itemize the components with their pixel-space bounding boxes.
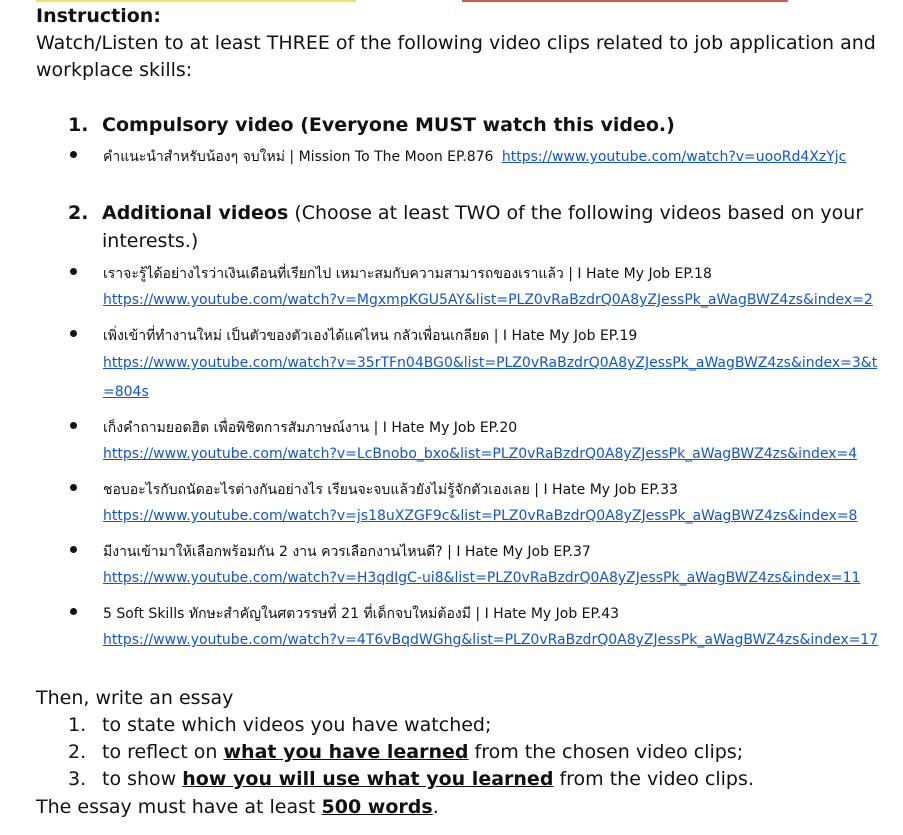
section-1-title: Compulsory video (Everyone MUST watch this video.) xyxy=(102,114,675,136)
essay-step-number: 3. xyxy=(68,768,87,790)
section-2-note: (Choose at least TWO of the following videos based on your xyxy=(288,202,864,224)
essay-word-requirement xyxy=(36,796,439,818)
essay-step-2 xyxy=(102,741,743,763)
video-item-link[interactable]: https://www.youtube.com/watch?v=LcBnobo_bxo&list=PLZ0vRaBzdrQ0A8yZJessPk_aWagBWZ4zs&index=4 xyxy=(103,446,858,462)
bullet-icon xyxy=(70,151,77,158)
video-item-title: 5 Soft Skills ทักษะสำคัญในศตวรรษที่ 21 ที่เด็กจบใหม่ต้องมี | I Hate My Job EP.43 xyxy=(103,606,620,622)
top-highlight-decoration xyxy=(36,0,356,2)
top-border-decoration xyxy=(462,0,788,2)
section-1-number: 1. xyxy=(68,114,89,136)
section-2-number: 2. xyxy=(68,202,89,224)
essay-step-text: from the video clips. xyxy=(553,768,754,790)
video-item-link-cont[interactable]: =804s xyxy=(103,384,149,400)
bullet-icon xyxy=(70,546,77,553)
video-item-link[interactable]: https://www.youtube.com/watch?v=js18uXZGF9c&list=PLZ0vRaBzdrQ0A8yZJessPk_aWagBWZ4zs&index=8 xyxy=(103,508,858,524)
bullet-icon xyxy=(70,268,77,275)
video-item-title: ชอบอะไรกับถนัดอะไรต่างกันอย่างไร เรียนจะจบแล้วยังไม่รู้จักตัวเองเลย | I Hate My Job EP.33 xyxy=(103,482,678,498)
essay-step-text: from the chosen video clips; xyxy=(468,741,744,763)
essay-step-number: 1. xyxy=(68,714,87,736)
video-item-link[interactable]: https://www.youtube.com/watch?v=35rTFn04BG0&list=PLZ0vRaBzdrQ0A8yZJessPk_aWagBWZ4zs&index=3&t xyxy=(103,355,878,371)
video-item-link[interactable]: https://www.youtube.com/watch?v=H3qdIgC-ui8&list=PLZ0vRaBzdrQ0A8yZJessPk_aWagBWZ4zs&index=11 xyxy=(103,570,861,586)
video-item-title: เก็งคำถามยอดฮิต เพื่อพิชิตการสัมภาษณ์งาน | I Hate My Job EP.20 xyxy=(103,420,518,436)
instruction-heading: Instruction: xyxy=(36,5,161,27)
video-item-link[interactable]: https://www.youtube.com/watch?v=4T6vBqdWGhg&list=PLZ0vRaBzdrQ0A8yZJessPk_aWagBWZ4zs&index=17 xyxy=(103,632,879,648)
compulsory-video-link[interactable]: https://www.youtube.com/watch?v=uooRd4XzYjc xyxy=(501,149,847,165)
section-2-title-line xyxy=(102,202,863,224)
word-req-text: The essay must have at least xyxy=(36,796,322,818)
bullet-icon xyxy=(70,422,77,429)
essay-step-emphasis: how you will use what you learned xyxy=(182,768,554,790)
section-2-title: Additional videos xyxy=(102,202,289,224)
video-item-title: เพิ่งเข้าที่ทำงานใหม่ เป็นตัวของตัวเองได้แค่ไหน กลัวเพื่อนเกลียด | I Hate My Job EP.19 xyxy=(103,328,638,344)
essay-step-text: to reflect on xyxy=(102,741,224,763)
essay-step-3 xyxy=(102,768,754,790)
bullet-icon xyxy=(70,608,77,615)
essay-step-text: to show xyxy=(102,768,183,790)
video-item-title: มีงานเข้ามาให้เลือกพร้อมกัน 2 งาน ควรเลือกงานไหนดี? | I Hate My Job EP.37 xyxy=(103,544,591,560)
essay-step-text: to state which videos you have watched; xyxy=(102,714,492,736)
essay-intro: Then, write an essay xyxy=(36,687,234,709)
essay-step-number: 2. xyxy=(68,741,87,763)
bullet-icon xyxy=(70,484,77,491)
section-2-note-cont: interests.) xyxy=(102,230,199,252)
video-item-title: เราจะรู้ได้อย่างไรว่าเงินเดือนที่เรียกไป เหมาะสมกับความสามารถของเราแล้ว | I Hate My Job EP.18 xyxy=(103,266,712,282)
compulsory-video-title: คำแนะนำสำหรับน้องๆ จบใหม่ | Mission To The Moon EP.876 xyxy=(103,149,494,165)
compulsory-video-item xyxy=(103,146,846,168)
word-count-emphasis: 500 words xyxy=(321,796,433,818)
intro-line-1: Watch/Listen to at least THREE of the following video clips related to job application and xyxy=(36,32,876,54)
essay-step-1 xyxy=(102,714,491,736)
intro-line-2: workplace skills: xyxy=(36,59,193,81)
bullet-icon xyxy=(70,330,77,337)
essay-step-emphasis: what you have learned xyxy=(223,741,469,763)
video-item-link[interactable]: https://www.youtube.com/watch?v=MgxmpKGU5AY&list=PLZ0vRaBzdrQ0A8yZJessPk_aWagBWZ4zs&index=2 xyxy=(103,292,873,308)
word-req-end: . xyxy=(432,796,439,818)
